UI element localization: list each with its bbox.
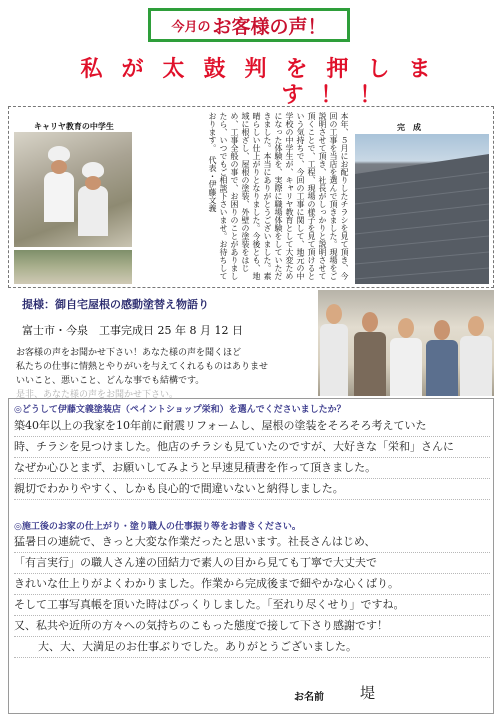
answer-1 [14, 416, 490, 500]
answer-line: きれいな仕上りがよくわかりました。作業から完成後まで細やかな心くばり。 [14, 574, 490, 595]
kids-photo-caption: キャリヤ教育の中学生 [34, 122, 114, 131]
title-main: お客様の声！ [212, 15, 327, 38]
group-photo [318, 290, 494, 396]
headline-line-2: す！！ [281, 82, 399, 108]
name-label: お名前 [294, 692, 324, 703]
headline-line-1: 私が太鼓判を押しま [80, 56, 450, 82]
house-photo [14, 250, 132, 284]
title-prefix: 今月の [171, 19, 211, 35]
answer-line: 「有言実行」の職人さん達の団結力で素人の目から見ても丁寧で大丈夫で [14, 553, 490, 574]
answer-line: なぜか心ひとまず、お願いしてみようと早速見積書を作って頂きました。 [14, 458, 490, 479]
answer-2 [14, 532, 490, 658]
answer-line: 親切でわかりやすく、しかも良心的で間違いないと納得しました。 [14, 479, 490, 500]
finished-roof-photo [355, 134, 489, 284]
feedback-request [16, 346, 316, 402]
intro-line: 私たちの仕事に情熱とやりがいを与えてくれるものはありませ [16, 362, 269, 372]
students-photo [14, 132, 132, 247]
customer-name: 堤 [360, 684, 376, 702]
project-info: 富士市・今泉 工事完成日 25 年 8 月 12 日 [22, 324, 243, 337]
answer-line: 猛暑日の連続で、きっと大変な作業だったと思います。社長さんはじめ、 [14, 532, 490, 553]
question-2: ◎施工後のお家の仕上がり・塗り職人の仕事振り等をお書きください。 [14, 522, 301, 532]
answer-line: 時、チラシを見つけました。他店のチラシも見ていたのですが、大好きな「栄和」さんに [14, 437, 490, 458]
intro-line: いいこと、悪いこと、どんな事でも結構です。 [16, 376, 205, 386]
title-banner [148, 8, 350, 42]
intro-line: お客様の声をお聞かせ下さい！あなた様の声を聞くほど [16, 348, 242, 358]
owner-signature: 代表・伊藤文義 [208, 156, 217, 212]
intro-line: 是非、あなた様の声をお聞かせ下さい。 [16, 390, 179, 400]
question-1: ◎どうして伊藤文義塗装店（ペイントショップ栄和）を選んでくださいましたか？ [14, 405, 346, 415]
owner-message: 本年、５月にお配りしたチラシを見て頂き、今回の工事を当店を選んで頂きました。現場をご説明させて頂き、社長がしっかりと説明させて頂くことで、工程、現場の様子を見て頂けるという気持ちで、今回の工事に関して、地元の中学校の中学生が、キャリヤ教育として大変ためになった体験を、実際に職場体験をしていただきました。本当にありがとうございました。素晴らしい仕上がりとなりました。今後とも、地域に根ざし、屋根の塗装、外壁の塗装をはじめ、工事全般の事で、お困りのことがありましたら、いつでもご相談下さいませ。お待ちしております。 代表・伊藤文義 [208, 112, 349, 280]
answer-line: そして工事写真帳を頂いた時はびっくりしました。「至れり尽くせり」ですね。 [14, 595, 490, 616]
finished-photo-caption: 完 成 [397, 123, 421, 132]
answer-line: 又、私共や近所の方々への気持ちのこもった態度で接して下さり感謝です！ [14, 616, 490, 637]
answer-line: 築40年以上の我家を10年前に耐震リフォームし、屋根の塗装をそろそろ考えていた [14, 416, 490, 437]
answer-line: 大、大、大満足のお仕事ぶりでした。ありがとうございました。 [14, 637, 490, 658]
story-title: 提様：御自宅屋根の感動塗替え物語り [22, 298, 209, 311]
